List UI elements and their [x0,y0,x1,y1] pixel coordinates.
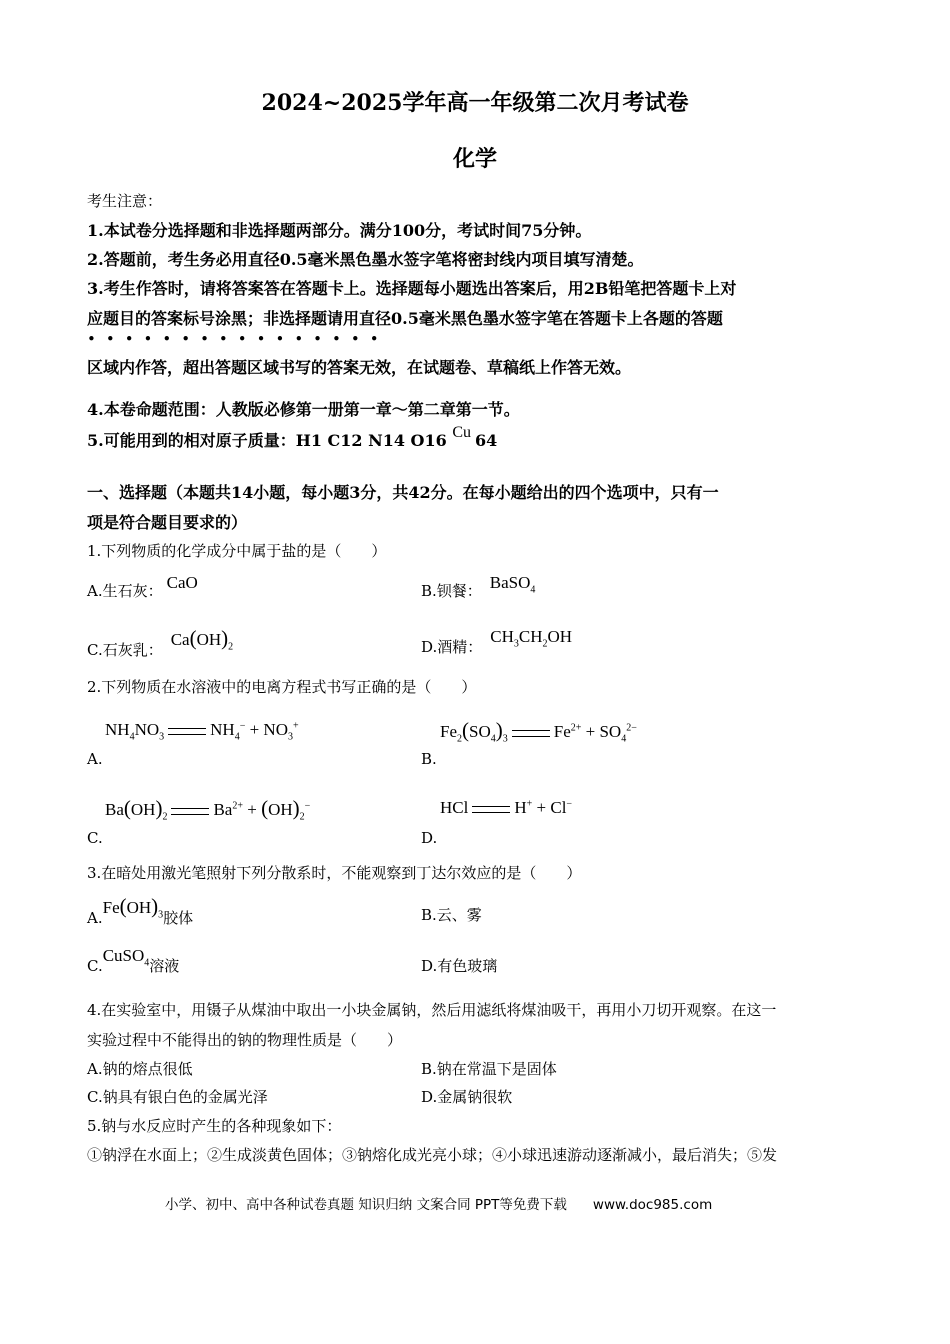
q3-option-c-formula: CuSO$_4$ [102,946,150,969]
q3-option-b: B.云、雾 [421,906,482,924]
exam-title: 2024~2025学年高一年级第二次月考试卷 [261,90,689,116]
q1-option-a [87,573,198,601]
q1-option-a-formula: CaO [166,573,198,592]
notice-item-1: 1.本试卷分选择题和非选择题两部分。满分100分，考试时间75分钟。 [87,221,592,240]
q1-option-d-formula: $CH_3CH_2OH$ [490,627,573,650]
q2-equation-a: $NH_4NO_3$ $NH_4^- + NO_3^+$ [105,720,299,743]
q2-equation-c: $Ba(OH)_2$ $Ba^{2+} + (OH)_2^-$ [105,796,311,823]
q4-option-d: D.金属钠很软 [421,1088,513,1106]
footer-site-link[interactable]: www.doc985.com [592,1197,713,1213]
q1-option-b [421,573,536,601]
q3-option-a-formula: $Fe(OH)_3$ [102,894,164,921]
q3-option-d: D.有色玻璃 [421,957,498,975]
footer-text [165,1193,712,1213]
q3-option-a [87,894,194,929]
q2-option-a-label: A. [87,750,103,768]
section-heading-cont: 项是符合题目要求的） [87,513,248,532]
notice-heading: 考生注意： [87,192,163,210]
q4-stem-cont: 实验过程中不能得出的钠的物理性质是（ ） [87,1031,403,1049]
q2-equation-b: $Fe_2(SO_4)_3$ $Fe^{2+} + SO_4^{2-}$ [440,718,637,745]
q1-stem: 1.下列物质的化学成分中属于盐的是（ ） [87,542,387,560]
subject-title: 化学 [452,146,497,172]
q1-option-b-formula: BaSO$_4$ [489,573,536,596]
notice-item-2: 2.答题前，考生务必用直径0.5毫米黑色墨水签字笔将密封线内项目填写清楚。 [87,250,644,269]
notice-item-5 [87,424,498,451]
q5-stem: 5.钠与水反应时产生的各种现象如下： [87,1117,342,1135]
mass-list: 5.可能用到的相对原子质量：H1 C12 N14 O16 [87,431,453,450]
footer-description: 小学、初中、高中各种试卷真题 知识归纳 文案合同 PPT等免费下载 [165,1197,567,1213]
q2-equation-d: HCl H+ + Cl− [440,798,573,817]
q1-option-b-label: B.钡餐： [421,582,482,600]
q2-option-c-label: C. [87,829,103,847]
q2-option-b-label: B. [421,750,437,768]
section-heading: 一、选择题（本题共14小题，每小题3分，共42分。在每小题给出的四个选项中，只有一 [87,483,719,502]
q3-option-a-label: A. [87,909,103,927]
q1-option-c-label: C.石灰乳： [87,641,163,659]
notice-item-3: 3.考生作答时，请将答案答在答题卡上。选择题每小题选出答案后，用2B铅笔把答题卡上对 [87,279,737,298]
cu-mass: 64 [475,431,498,450]
q4-option-c: C.钠具有银白色的金属光泽 [87,1088,268,1106]
q3-option-c [87,946,180,976]
q1-option-c-formula: $Ca(OH)_2$ [170,626,234,653]
q2-stem: 2.下列物质在水溶液中的电离方程式书写正确的是（ ） [87,678,477,696]
q1-option-a-label: A.生石灰： [87,582,163,600]
notice-item-4: 4.本卷命题范围：人教版必修第一册第一章～第二章第一节。 [87,400,520,419]
q3-stem: 3.在暗处用激光笔照射下列分散系时，不能观察到丁达尔效应的是（ ） [87,864,582,882]
q4-stem: 4.在实验室中，用镊子从煤油中取出一小块金属钠，然后用滤纸将煤油吸干，再用小刀切开观察。在这一 [87,1001,777,1019]
cu-symbol: Cu [452,424,472,441]
emphasis-dots: •••••••••••••••• [87,330,389,348]
q5-phenomena: ①钠浮在水面上；②生成淡黄色固体；③钠熔化成光亮小球；④小球迅速游动逐渐减小，最后消失；⑤发 [87,1146,778,1164]
notice-item-3-cont: 应题目的答案标号涂黑；非选择题请用直径0.5毫米黑色墨水签字笔在答题卡上各题的答题 [87,309,723,328]
q3-option-a-suffix: 胶体 [163,909,194,927]
q1-option-c [87,626,234,661]
q3-option-c-label: C. [87,957,103,975]
q2-option-d-label: D. [421,829,438,847]
q1-option-d [421,627,573,657]
q4-option-b: B.钠在常温下是固体 [421,1060,557,1078]
notice-item-3-end: 区域内作答，超出答题区域书写的答案无效，在试题卷、草稿纸上作答无效。 [87,358,632,377]
q4-option-a: A.钠的熔点很低 [87,1060,193,1078]
q3-option-c-suffix: 溶液 [149,957,180,975]
q1-option-d-label: D.酒精： [421,638,483,656]
